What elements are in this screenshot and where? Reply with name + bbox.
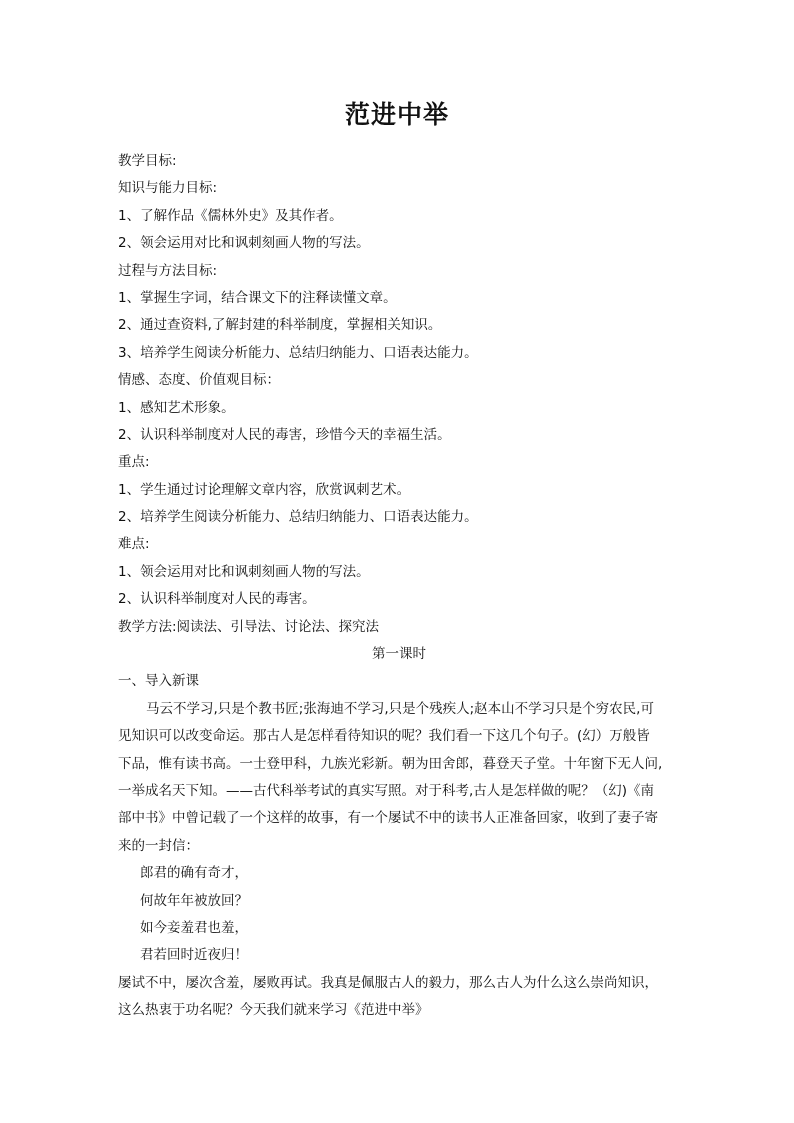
poem-line: 君若回时近夜归！	[140, 947, 248, 964]
key-point-item: 2、培养学生阅读分析能力、总结归纳能力、口语表达能力。	[118, 509, 478, 526]
section-heading: 一、导入新课	[118, 673, 199, 690]
closing-paragraph-line: 这么热衷于功名呢？今天我们就来学习《范进中举》	[118, 1002, 429, 1019]
intro-paragraph-line: 下品，惟有读书高。一士登甲科，九族光彩新。朝为田舍郎，暮登天子堂。十年窗下无人问,	[118, 755, 663, 772]
document-title: 范进中举	[344, 100, 449, 129]
difficulty-item: 2、认识科举制度对人民的毒害。	[118, 591, 316, 608]
difficulty-item: 1、领会运用对比和讽刺刻画人物的写法。	[118, 563, 370, 580]
poem-line: 如今妾羞君也羞，	[140, 919, 248, 936]
knowledge-goal-item: 2、领会运用对比和讽刺刻画人物的写法。	[118, 235, 370, 252]
key-point-item: 1、学生通过讨论理解文章内容，欣赏讽刺艺术。	[118, 481, 411, 498]
document-body	[118, 148, 680, 1025]
key-points-heading: 重点:	[118, 454, 150, 471]
process-goal-item: 1、掌握生字词，结合课文下的注释读懂文章。	[118, 289, 397, 306]
intro-paragraph-line: 马云不学习,只是个教书匠;张海迪不学习,只是个残疾人;赵本山不学习只是个穷农民,可	[146, 700, 654, 717]
teaching-goals-heading: 教学目标:	[118, 153, 177, 169]
difficulties-heading: 难点:	[118, 536, 150, 553]
process-goals-heading: 过程与方法目标:	[118, 262, 218, 279]
knowledge-goal-item: 1、了解作品《儒林外史》及其作者。	[118, 207, 343, 224]
lesson-heading: 第一课时	[372, 646, 426, 663]
poem-line: 郎君的确有奇才，	[140, 865, 248, 882]
values-goal-item: 2、认识科举制度对人民的毒害，珍惜今天的幸福生活。	[118, 426, 451, 443]
values-goal-item: 1、感知艺术形象。	[118, 399, 235, 416]
teaching-methods: 教学方法:阅读法、引导法、讨论法、探究法	[118, 618, 380, 635]
closing-paragraph-line: 屡试不中，屡次含羞，屡败再试。我真是佩服古人的毅力，那么古人为什么这么崇尚知识，	[118, 974, 658, 991]
intro-paragraph-line: 来的一封信：	[118, 837, 199, 854]
values-goals-heading: 情感、态度、价值观目标：	[118, 372, 280, 389]
intro-paragraph-line: 一举成名天下知。——古代科举考试的真实写照。对于科考,古人是怎样做的呢？（幻)《南	[118, 782, 655, 799]
knowledge-goals-heading: 知识与能力目标:	[118, 180, 218, 197]
poem-line: 何故年年被放回？	[140, 892, 248, 909]
process-goal-item: 3、培养学生阅读分析能力、总结归纳能力、口语表达能力。	[118, 344, 478, 361]
intro-paragraph-line: 部中书》中曾记载了一个这样的故事，有一个屡试不中的读书人正准备回家，收到了妻子寄	[118, 810, 658, 827]
intro-paragraph-line: 见知识可以改变命运。那古人是怎样看待知识的呢？我们看一下这几个句子。(幻）万般皆	[118, 728, 650, 745]
process-goal-item: 2、通过查资料,了解封建的科举制度，掌握相关知识。	[118, 317, 442, 334]
